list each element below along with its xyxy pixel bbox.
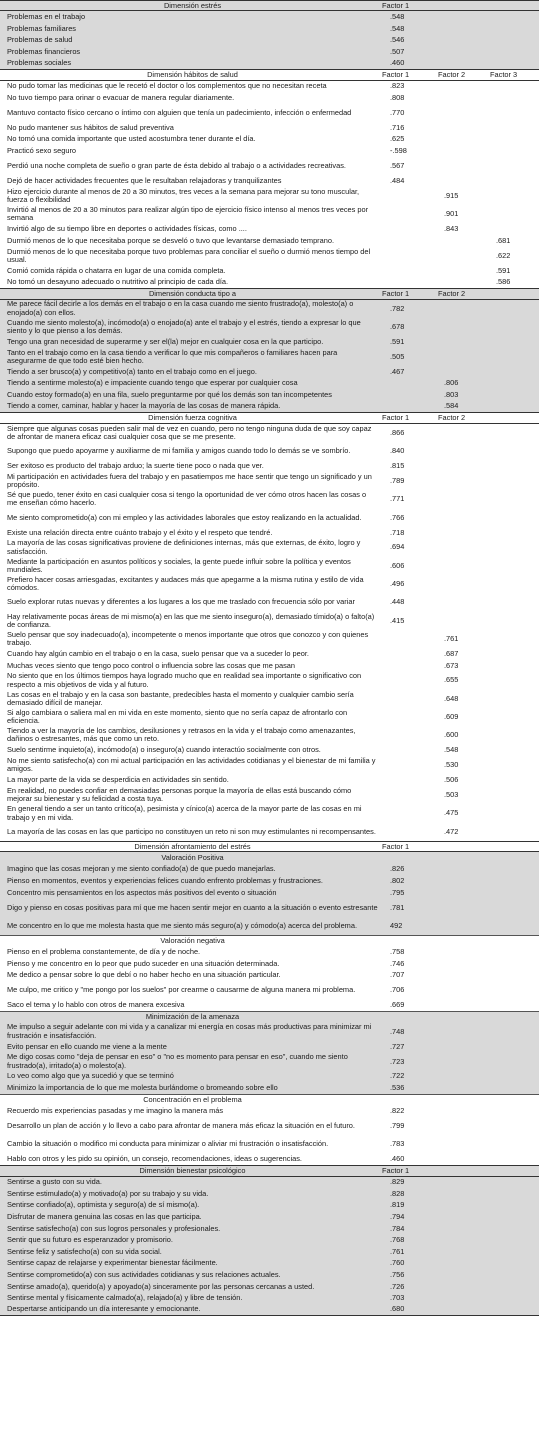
table-row bbox=[0, 366, 539, 378]
item-text: Sentirse a gusto con su vida. bbox=[7, 1177, 102, 1187]
dimension-header bbox=[0, 841, 539, 852]
item-text: No pudo mantener sus hábitos de salud preventiva bbox=[7, 122, 174, 132]
item-text: Ser exitoso es producto del trabajo arduo; la suerte tiene poco o nada que ver. bbox=[7, 461, 264, 471]
loading-value: .823 bbox=[390, 81, 405, 91]
loading-value: .795 bbox=[390, 887, 405, 897]
item-text: Problemas de salud bbox=[7, 35, 73, 45]
dimension-header bbox=[0, 69, 539, 80]
table-row bbox=[0, 1177, 539, 1189]
table-row bbox=[0, 224, 539, 236]
item-text: Muchas veces siento que tengo poco control o influencia sobre las cosas que me pasan bbox=[7, 660, 296, 670]
table-row bbox=[0, 875, 539, 887]
table-row bbox=[0, 1105, 539, 1117]
loading-value: .606 bbox=[390, 560, 405, 570]
loading-value: .794 bbox=[390, 1211, 405, 1221]
table-row bbox=[0, 348, 539, 366]
item-text: Sentirse comprometido(a) con sus actividades cotidianas y sus relaciones actuales. bbox=[7, 1269, 281, 1279]
item-text: No siento que en los últimos tiempos haya logrado mucho que en realidad sea importante o significativo con respecto a mis objetivos de vida y al futuro. bbox=[7, 671, 362, 689]
item-text: Sentirse estimulado(a) y motivado(a) por su trabajo y su vida. bbox=[7, 1188, 209, 1198]
loading-value: .768 bbox=[390, 1235, 405, 1245]
loading-value: .584 bbox=[444, 401, 459, 411]
loading-value: .503 bbox=[444, 790, 459, 800]
item-text: Concentro mis pensamientos en los aspectos más positivos del evento o situación bbox=[7, 887, 277, 897]
factor-label: Factor 1 bbox=[382, 288, 410, 298]
loading-value: .866 bbox=[390, 427, 405, 437]
loading-value: .718 bbox=[390, 527, 405, 537]
table-row bbox=[0, 1041, 539, 1053]
loading-value: .622 bbox=[496, 250, 511, 260]
loading-value: .758 bbox=[390, 947, 405, 957]
table-row bbox=[0, 401, 539, 413]
loading-value: .505 bbox=[390, 351, 405, 361]
table-row bbox=[0, 247, 539, 265]
item-text: Si algo cambiara o saliera mal en mi vida en este momento, siento que no sería capaz de afrontarlo con eficiencia. bbox=[7, 707, 348, 726]
table-row bbox=[0, 175, 539, 187]
factor-label: Factor 2 bbox=[438, 288, 466, 298]
item-text: Problemas familiares bbox=[7, 23, 77, 33]
table-row bbox=[0, 23, 539, 35]
table-row bbox=[0, 947, 539, 959]
loading-value: .829 bbox=[390, 1177, 405, 1187]
table-row bbox=[0, 612, 539, 630]
table-row bbox=[0, 864, 539, 876]
loading-value: .722 bbox=[390, 1071, 405, 1081]
table-row bbox=[0, 745, 539, 757]
table-row bbox=[0, 1304, 539, 1316]
loading-value: .472 bbox=[444, 826, 459, 836]
table-row bbox=[0, 527, 539, 539]
loading-value: .460 bbox=[390, 1154, 405, 1164]
table-row bbox=[0, 157, 539, 175]
table-row bbox=[0, 378, 539, 390]
loading-value: .703 bbox=[390, 1293, 405, 1303]
table-row bbox=[0, 104, 539, 122]
item-text: Tiendo a sentirme molesto(a) e impaciente cuando tengo que esperar por cualquier cosa bbox=[7, 378, 298, 388]
item-text: No tomó un desayuno adecuado o nutritivo al principio de cada día. bbox=[7, 277, 229, 287]
item-text: Cuando estoy formado(a) en una fila, suelo preguntarme por qué los demás son tan incompetentes bbox=[7, 389, 332, 399]
loading-value: .694 bbox=[390, 542, 405, 552]
item-text: Cuando hay algún cambio en el trabajo o en la casa, suelo pensar que va a suceder lo peor. bbox=[7, 648, 309, 658]
item-text: Las cosas en el trabajo y en la casa son bastante, predecibles hasta el momento y cualquier cambio sería demasiado difícil de manejar. bbox=[7, 689, 354, 707]
item-text: Invirtió al menos de 20 a 30 minutos para realizar algún tipo de ejercicio físico intenso al menos tres veces por semana bbox=[7, 205, 369, 223]
table-row bbox=[0, 205, 539, 223]
item-text: Disfrutar de manera genuina las cosas en las que participa. bbox=[7, 1211, 202, 1221]
table-row bbox=[0, 134, 539, 146]
item-text: Tanto en el trabajo como en la casa tiendo a verificar lo que mis compañeros o familiares hacen para asegurarme de que todo esté bien hecho. bbox=[7, 347, 338, 365]
loading-value: .448 bbox=[390, 597, 405, 607]
item-text: Evito pensar en ello cuando me viene a la mente bbox=[7, 1041, 167, 1051]
loading-value: .727 bbox=[390, 1041, 405, 1051]
table-row bbox=[0, 92, 539, 104]
table-row bbox=[0, 265, 539, 277]
loading-value: .669 bbox=[390, 1000, 405, 1010]
loading-value: .648 bbox=[444, 693, 459, 703]
loading-value: .716 bbox=[390, 122, 405, 132]
table-row bbox=[0, 145, 539, 157]
loading-value: .828 bbox=[390, 1188, 405, 1198]
item-text: Problemas en el trabajo bbox=[7, 12, 86, 22]
loading-value: .546 bbox=[390, 35, 405, 45]
table-row bbox=[0, 122, 539, 134]
table-row bbox=[0, 1023, 539, 1041]
loading-value: .819 bbox=[390, 1200, 405, 1210]
dimension-title: Dimensión hábitos de salud bbox=[147, 69, 238, 79]
factor-label: Factor 2 bbox=[438, 69, 466, 79]
dimension-title: Dimensión afrontamiento del estrés bbox=[134, 841, 251, 851]
item-text: Saco el tema y lo hablo con otros de manera excesiva bbox=[7, 1000, 185, 1010]
subdimension-title: Concentración en el problema bbox=[143, 1095, 242, 1105]
item-text: Tiendo a comer, caminar, hablar y hacer la mayoría de las cosas de manera rápida. bbox=[7, 401, 281, 411]
item-text: Suelo sentirme inquieto(a), incómodo(a) o inseguro(a) cuando interactúo socialmente con otros. bbox=[7, 745, 321, 755]
item-text: Mantuvo contacto físico cercano o íntimo con alguien que tenía un padecimiento, infección o enfermedad bbox=[7, 107, 352, 117]
loading-value: .781 bbox=[390, 902, 405, 912]
item-text: Sé que puedo, tener éxito en casi cualquier cosa si tengo la oportunidad de ver cómo otros hacen las cosas o me enseñan cómo hacerlo. bbox=[7, 490, 367, 508]
dimension-header bbox=[0, 412, 539, 423]
table-row bbox=[0, 277, 539, 289]
table-row bbox=[0, 648, 539, 660]
table-row bbox=[0, 1211, 539, 1223]
item-text: Pienso en momentos, eventos y experiencias felices cuando enfrento problemas y frustraciones. bbox=[7, 876, 323, 886]
item-text: Me concentro en lo que me molesta hasta que me siento más seguro(a) y cómodo(a) acerca del problema. bbox=[7, 920, 358, 930]
table-row bbox=[0, 690, 539, 708]
subdimension-title: Minimización de la amenaza bbox=[145, 1012, 240, 1022]
table-row bbox=[0, 300, 539, 318]
loading-value: -.598 bbox=[390, 146, 407, 156]
loading-value: .506 bbox=[444, 775, 459, 785]
dimension-title: Dimensión bienestar psicológico bbox=[139, 1165, 246, 1175]
item-text: Siempre que algunas cosas pueden salir mal de vez en cuando, pero no tengo ninguna duda de que soy capaz de afrontar de manera eficaz casi cualquier cosa que se me presente. bbox=[7, 423, 372, 441]
item-text: Sentir que su futuro es esperanzador y promisorio. bbox=[7, 1235, 173, 1245]
item-text: Me dedico a pensar sobre lo que debí o no haber hecho en una situación particular. bbox=[7, 970, 281, 980]
loading-value: .591 bbox=[390, 336, 405, 346]
loading-value: .843 bbox=[444, 224, 459, 234]
item-text: Dejó de hacer actividades frecuentes que le resultaban relajadoras y tranquilizantes bbox=[7, 175, 282, 185]
item-text: Tengo una gran necesidad de superarme y ser el(la) mejor en cualquier cosa en la que participo. bbox=[7, 336, 324, 346]
subdimension-title: Valoración negativa bbox=[160, 936, 225, 946]
loading-value: .467 bbox=[390, 366, 405, 376]
loading-value: .766 bbox=[390, 512, 405, 522]
table-row bbox=[0, 970, 539, 982]
item-text: La mayoría de las cosas en las que participo no constituyen un reto ni son muy estimulantes ni recompensantes. bbox=[7, 826, 376, 836]
item-text: Digo y pienso en cosas positivas para mí que me hacen sentir mejor en cuanto a la situación o evento estresante bbox=[7, 902, 378, 912]
item-text: Me parece fácil decirle a los demás en el trabajo o en la casa cuando me siento frustrado(a), molesto(a) o enojado(a) con ellos. bbox=[7, 299, 354, 317]
table-row bbox=[0, 708, 539, 726]
item-text: Problemas sociales bbox=[7, 58, 72, 68]
item-text: Sentirse amado(a), querido(a) y apoyado(a) sinceramente por las personas cercanas a usted. bbox=[7, 1281, 315, 1291]
item-text: Minimizo la importancia de lo que me molesta burlándome o bromeando sobre ello bbox=[7, 1083, 278, 1093]
loading-value: .803 bbox=[444, 389, 459, 399]
table-row bbox=[0, 1082, 539, 1094]
item-text: Suelo pensar que soy inadecuado(a), incompetente o menos importante que otros que conozco y con quienes trabajo. bbox=[7, 629, 369, 648]
table-row bbox=[0, 1281, 539, 1293]
loading-value: .802 bbox=[390, 876, 405, 886]
loading-value: .826 bbox=[390, 864, 405, 874]
item-text: Practicó sexo seguro bbox=[7, 146, 77, 156]
item-text: Sentirse satisfecho(a) con sus logros personales y profesionales. bbox=[7, 1223, 221, 1233]
loading-value: .840 bbox=[390, 446, 405, 456]
loading-value: .548 bbox=[444, 745, 459, 755]
table-row bbox=[0, 1154, 539, 1166]
loading-value: .567 bbox=[390, 161, 405, 171]
table-row bbox=[0, 509, 539, 527]
item-text: Tiendo a ser brusco(a) y competitivo(a) tanto en el trabajo como en el juego. bbox=[7, 366, 257, 376]
item-text: No tomó una comida importante que usted acostumbra tener durante el día. bbox=[7, 134, 256, 144]
dimension-title: Dimensión conducta tipo a bbox=[148, 288, 237, 298]
loading-value: .475 bbox=[444, 808, 459, 818]
dimension-title: Dimensión fuerza cognitiva bbox=[148, 412, 237, 422]
subdimension-header bbox=[0, 935, 539, 946]
table-row bbox=[0, 424, 539, 442]
loading-value: .415 bbox=[390, 615, 405, 625]
loading-value: .815 bbox=[390, 461, 405, 471]
loading-value: .484 bbox=[390, 175, 405, 185]
item-text: Mi participación en actividades fuera del trabajo y en pasatiempos me hace sentir que tengo un significado y un propósito. bbox=[7, 471, 372, 490]
loading-value: .460 bbox=[390, 58, 405, 68]
table-row bbox=[0, 1000, 539, 1012]
dimension-header bbox=[0, 288, 539, 299]
table-row bbox=[0, 575, 539, 593]
subdimension-title: Valoración Positiva bbox=[161, 852, 224, 862]
table-row bbox=[0, 1246, 539, 1258]
table-row bbox=[0, 1235, 539, 1247]
item-text: Imagino que las cosas mejoran y me siento confiado(a) de que puedo manejarlas. bbox=[7, 864, 276, 874]
loading-value: .680 bbox=[390, 1304, 405, 1314]
item-text: Sentirse feliz y satisfecho(a) con su vida social. bbox=[7, 1246, 162, 1256]
loading-value: .761 bbox=[444, 633, 459, 643]
table-row bbox=[0, 1258, 539, 1270]
item-text: En realidad, no puedes confiar en demasiadas personas porque la mayoría de ellas está buscando cómo mejorar su bienestar y su felicidad a costa tuya. bbox=[7, 785, 352, 804]
dimension-header bbox=[0, 1165, 539, 1176]
loading-value: .591 bbox=[496, 265, 511, 275]
loading-value: .681 bbox=[496, 235, 511, 245]
loading-value: .771 bbox=[390, 494, 405, 504]
table-row bbox=[0, 235, 539, 247]
table-row bbox=[0, 46, 539, 58]
table-row bbox=[0, 336, 539, 348]
loading-value: .507 bbox=[390, 46, 405, 56]
loading-value: .496 bbox=[390, 579, 405, 589]
subdimension-header bbox=[0, 1011, 539, 1022]
table-row bbox=[0, 756, 539, 774]
table-row bbox=[0, 1269, 539, 1281]
item-text: La mayoría de las cosas significativas proviene de definiciones internas, más que externas, de éxito, logro y satisfacción. bbox=[7, 538, 361, 556]
item-text: Mediante la participación en asuntos políticos y sociales, la gente puede influir sobre la política y eventos mundiales. bbox=[7, 556, 351, 574]
table-row bbox=[0, 442, 539, 460]
item-text: Me impulso a seguir adelante con mi vida y a canalizar mi energía en cosas más productivas para minimizar mi frustración e insatisfacción. bbox=[7, 1022, 372, 1040]
loading-value: .673 bbox=[444, 660, 459, 670]
item-text: Sentirse capaz de relajarse y experimentar bienestar fácilmente. bbox=[7, 1258, 218, 1268]
loading-value: .600 bbox=[444, 730, 459, 740]
item-text: Sentirse mental y físicamente calmado(a), relajado(a) y libre de tensión. bbox=[7, 1293, 243, 1303]
loading-value: .706 bbox=[390, 985, 405, 995]
table-row bbox=[0, 389, 539, 401]
table-row bbox=[0, 726, 539, 744]
item-text: No tuvo tiempo para orinar o evacuar de manera regular diariamente. bbox=[7, 92, 235, 102]
loading-value: .799 bbox=[390, 1120, 405, 1130]
factor-label: Factor 2 bbox=[438, 412, 466, 422]
factor-label: Factor 1 bbox=[382, 1165, 410, 1175]
table-row bbox=[0, 1200, 539, 1212]
loading-value: .784 bbox=[390, 1223, 405, 1233]
loading-value: .789 bbox=[390, 476, 405, 485]
table-row bbox=[0, 786, 539, 804]
table-row bbox=[0, 490, 539, 508]
loading-value: .723 bbox=[390, 1056, 405, 1066]
item-text: Durmió menos de lo que necesitaba porque se desveló o tuvo que levantarse demasiado temprano. bbox=[7, 235, 335, 245]
subdimension-header bbox=[0, 852, 539, 863]
table-row bbox=[0, 593, 539, 611]
item-text: Suelo explorar rutas nuevas y diferentes a los lugares a los que me traslado con frecuencia sólo por variar bbox=[7, 597, 355, 607]
item-text: No pudo tomar las medicinas que le recetó el doctor o los complementos que no necesitan receta bbox=[7, 81, 327, 91]
factor-label: Factor 1 bbox=[382, 412, 410, 422]
table-row bbox=[0, 775, 539, 787]
loading-value: .548 bbox=[390, 23, 405, 33]
dimension-header bbox=[0, 0, 539, 11]
loading-value: .760 bbox=[390, 1258, 405, 1268]
loading-value: .748 bbox=[390, 1026, 405, 1036]
item-text: Problemas financieros bbox=[7, 46, 81, 56]
table-row bbox=[0, 472, 539, 490]
item-text: Lo veo como algo que ya sucedió y que se terminó bbox=[7, 1071, 174, 1081]
item-text: Pienso y me concentro en lo peor que pudo suceder en una situación determinada. bbox=[7, 958, 280, 968]
loading-value: .756 bbox=[390, 1269, 405, 1279]
item-text: Prefiero hacer cosas arriesgadas, excitantes y audaces más que apegarme a la misma rutina y estilo de vida cómodos. bbox=[7, 574, 364, 593]
table-row bbox=[0, 823, 539, 841]
loading-value: .783 bbox=[390, 1139, 405, 1149]
item-text: Me culpo, me critico y "me pongo por los suelos" por crearme o causarme de alguna manera mi problema. bbox=[7, 985, 356, 995]
table-row bbox=[0, 11, 539, 23]
table-row bbox=[0, 1071, 539, 1083]
loading-value: .770 bbox=[390, 107, 405, 117]
item-text: Existe una relación directa entre cuánto trabajo y el éxito y el respeto que tendré. bbox=[7, 527, 273, 537]
table-row bbox=[0, 58, 539, 70]
loading-value: .726 bbox=[390, 1281, 405, 1291]
item-text: Cambio la situación o modifico mi conducta para minimizar o aliviar mi frustración o insatisfacción. bbox=[7, 1139, 329, 1149]
table-row bbox=[0, 1117, 539, 1135]
item-text: La mayor parte de la vida se desperdicia en actividades sin sentido. bbox=[7, 775, 229, 785]
table-row bbox=[0, 917, 539, 935]
item-text: Hay relativamente pocas áreas de mi mismo(a) en las que me siento inseguro(a), demasiado tímido(a) o falto(a) de confianza. bbox=[7, 611, 375, 629]
factor-label: Factor 1 bbox=[382, 0, 410, 10]
loading-value: .678 bbox=[390, 321, 405, 331]
item-text: En general tiendo a ser un tanto crítico(a), pesimista y cínico(a) acerca de la mayor parte de las cosas en mi trabajo y en mi vida. bbox=[7, 804, 362, 822]
table-row bbox=[0, 660, 539, 672]
loading-value: .536 bbox=[390, 1083, 405, 1093]
loading-value: .609 bbox=[444, 712, 459, 722]
item-text: Me digo cosas como "deja de pensar en eso" o "no es momento para pensar en eso", cuando me siento frustrado(a), irritado(a) o molesto(a). bbox=[7, 1052, 348, 1070]
item-text: Invirtió algo de su tiempo libre en deportes o actividades físicas, como .... bbox=[7, 224, 247, 234]
item-text: Hizo ejercicio durante al menos de 20 a 30 minutos, tres veces a la semana para mejorar su tono muscular, fuerza o flexibilidad bbox=[7, 186, 360, 205]
table-row bbox=[0, 81, 539, 93]
item-text: Me siento comprometido(a) con mi empleo y las actividades laborales que estoy realizando en la actualidad. bbox=[7, 512, 362, 522]
item-text: Pienso en el problema constantemente, de día y de noche. bbox=[7, 947, 201, 957]
factor-label: Factor 3 bbox=[490, 69, 518, 79]
table-row bbox=[0, 187, 539, 205]
dimension-title: Dimensión estrés bbox=[163, 0, 222, 10]
item-text: No me siento satisfecho(a) con mi actual participación en las actividades cotidianas y el bienestar de mi familia y amigos. bbox=[7, 756, 376, 774]
subdimension-header bbox=[0, 1094, 539, 1105]
item-text: Perdió una noche completa de sueño o gran parte de ésta debido al trabajo o a actividades recreativas. bbox=[7, 161, 346, 171]
item-text: Cuando me siento molesto(a), incómodo(a) o enojado(a) ante el trabajo y el estrés, tiendo a expresar lo que siento y lo que pienso a los demás. bbox=[7, 317, 361, 335]
loading-value: .625 bbox=[390, 134, 405, 144]
table-row bbox=[0, 460, 539, 472]
table-row bbox=[0, 671, 539, 689]
table-row bbox=[0, 958, 539, 970]
table-row bbox=[0, 804, 539, 822]
loading-value: .761 bbox=[390, 1246, 405, 1256]
loading-value: .746 bbox=[390, 958, 405, 968]
loading-value: .530 bbox=[444, 760, 459, 770]
loading-value: .782 bbox=[390, 303, 405, 313]
table-row bbox=[0, 1223, 539, 1235]
item-text: Comió comida rápida o chatarra en lugar de una comida completa. bbox=[7, 265, 226, 275]
table-row bbox=[0, 981, 539, 999]
table-row bbox=[0, 1188, 539, 1200]
item-text: Desarrollo un plan de acción y lo llevo a cabo para afrontar de manera más eficaz la situación en el futuro. bbox=[7, 1120, 355, 1130]
loading-value: .707 bbox=[390, 970, 405, 980]
table-row bbox=[0, 1135, 539, 1153]
item-text: Sentirse confiado(a), optimista y seguro(a) de sí mismo(a). bbox=[7, 1200, 200, 1210]
item-text: Hablo con otros y les pido su opinión, un consejo, recomendaciones, ideas o sugerencias. bbox=[7, 1154, 302, 1164]
item-text: Recuerdo mis experiencias pasadas y me imagino la manera más bbox=[7, 1106, 224, 1116]
item-text: Supongo que puedo apoyarme y auxiliarme de mi familia y amigos cuando todo lo demás se ve sombrío. bbox=[7, 446, 351, 456]
loading-value: .687 bbox=[444, 648, 459, 658]
table-row bbox=[0, 887, 539, 899]
table-row bbox=[0, 630, 539, 648]
loading-value: 492 bbox=[390, 920, 403, 930]
loading-value: .901 bbox=[444, 209, 459, 219]
table-row bbox=[0, 1293, 539, 1305]
loading-value: .655 bbox=[444, 675, 459, 685]
item-text: Despertarse anticipando un día interesante y emocionante. bbox=[7, 1304, 201, 1314]
factor-label: Factor 1 bbox=[382, 841, 410, 851]
table-row bbox=[0, 557, 539, 575]
factor-label: Factor 1 bbox=[382, 69, 410, 79]
table-row bbox=[0, 899, 539, 917]
item-text: Durmió menos de lo que necesitaba porque tuvo problemas para conciliar el sueño o durmió menos tiempo del usual. bbox=[7, 246, 371, 264]
loading-value: .548 bbox=[390, 12, 405, 22]
table-row bbox=[0, 35, 539, 47]
loading-value: .806 bbox=[444, 378, 459, 388]
loading-value: .822 bbox=[390, 1106, 405, 1116]
table-row bbox=[0, 538, 539, 556]
table-row bbox=[0, 318, 539, 336]
loading-value: .915 bbox=[444, 190, 459, 200]
loading-value: .808 bbox=[390, 92, 405, 102]
table-row bbox=[0, 1053, 539, 1071]
loading-value: .586 bbox=[496, 277, 511, 287]
item-text: Tiendo a ver la mayoría de los cambios, desilusiones y retrasos en la vida y el trabajo como amenazantes, dañinos o estresantes, más que como un reto. bbox=[7, 726, 356, 744]
